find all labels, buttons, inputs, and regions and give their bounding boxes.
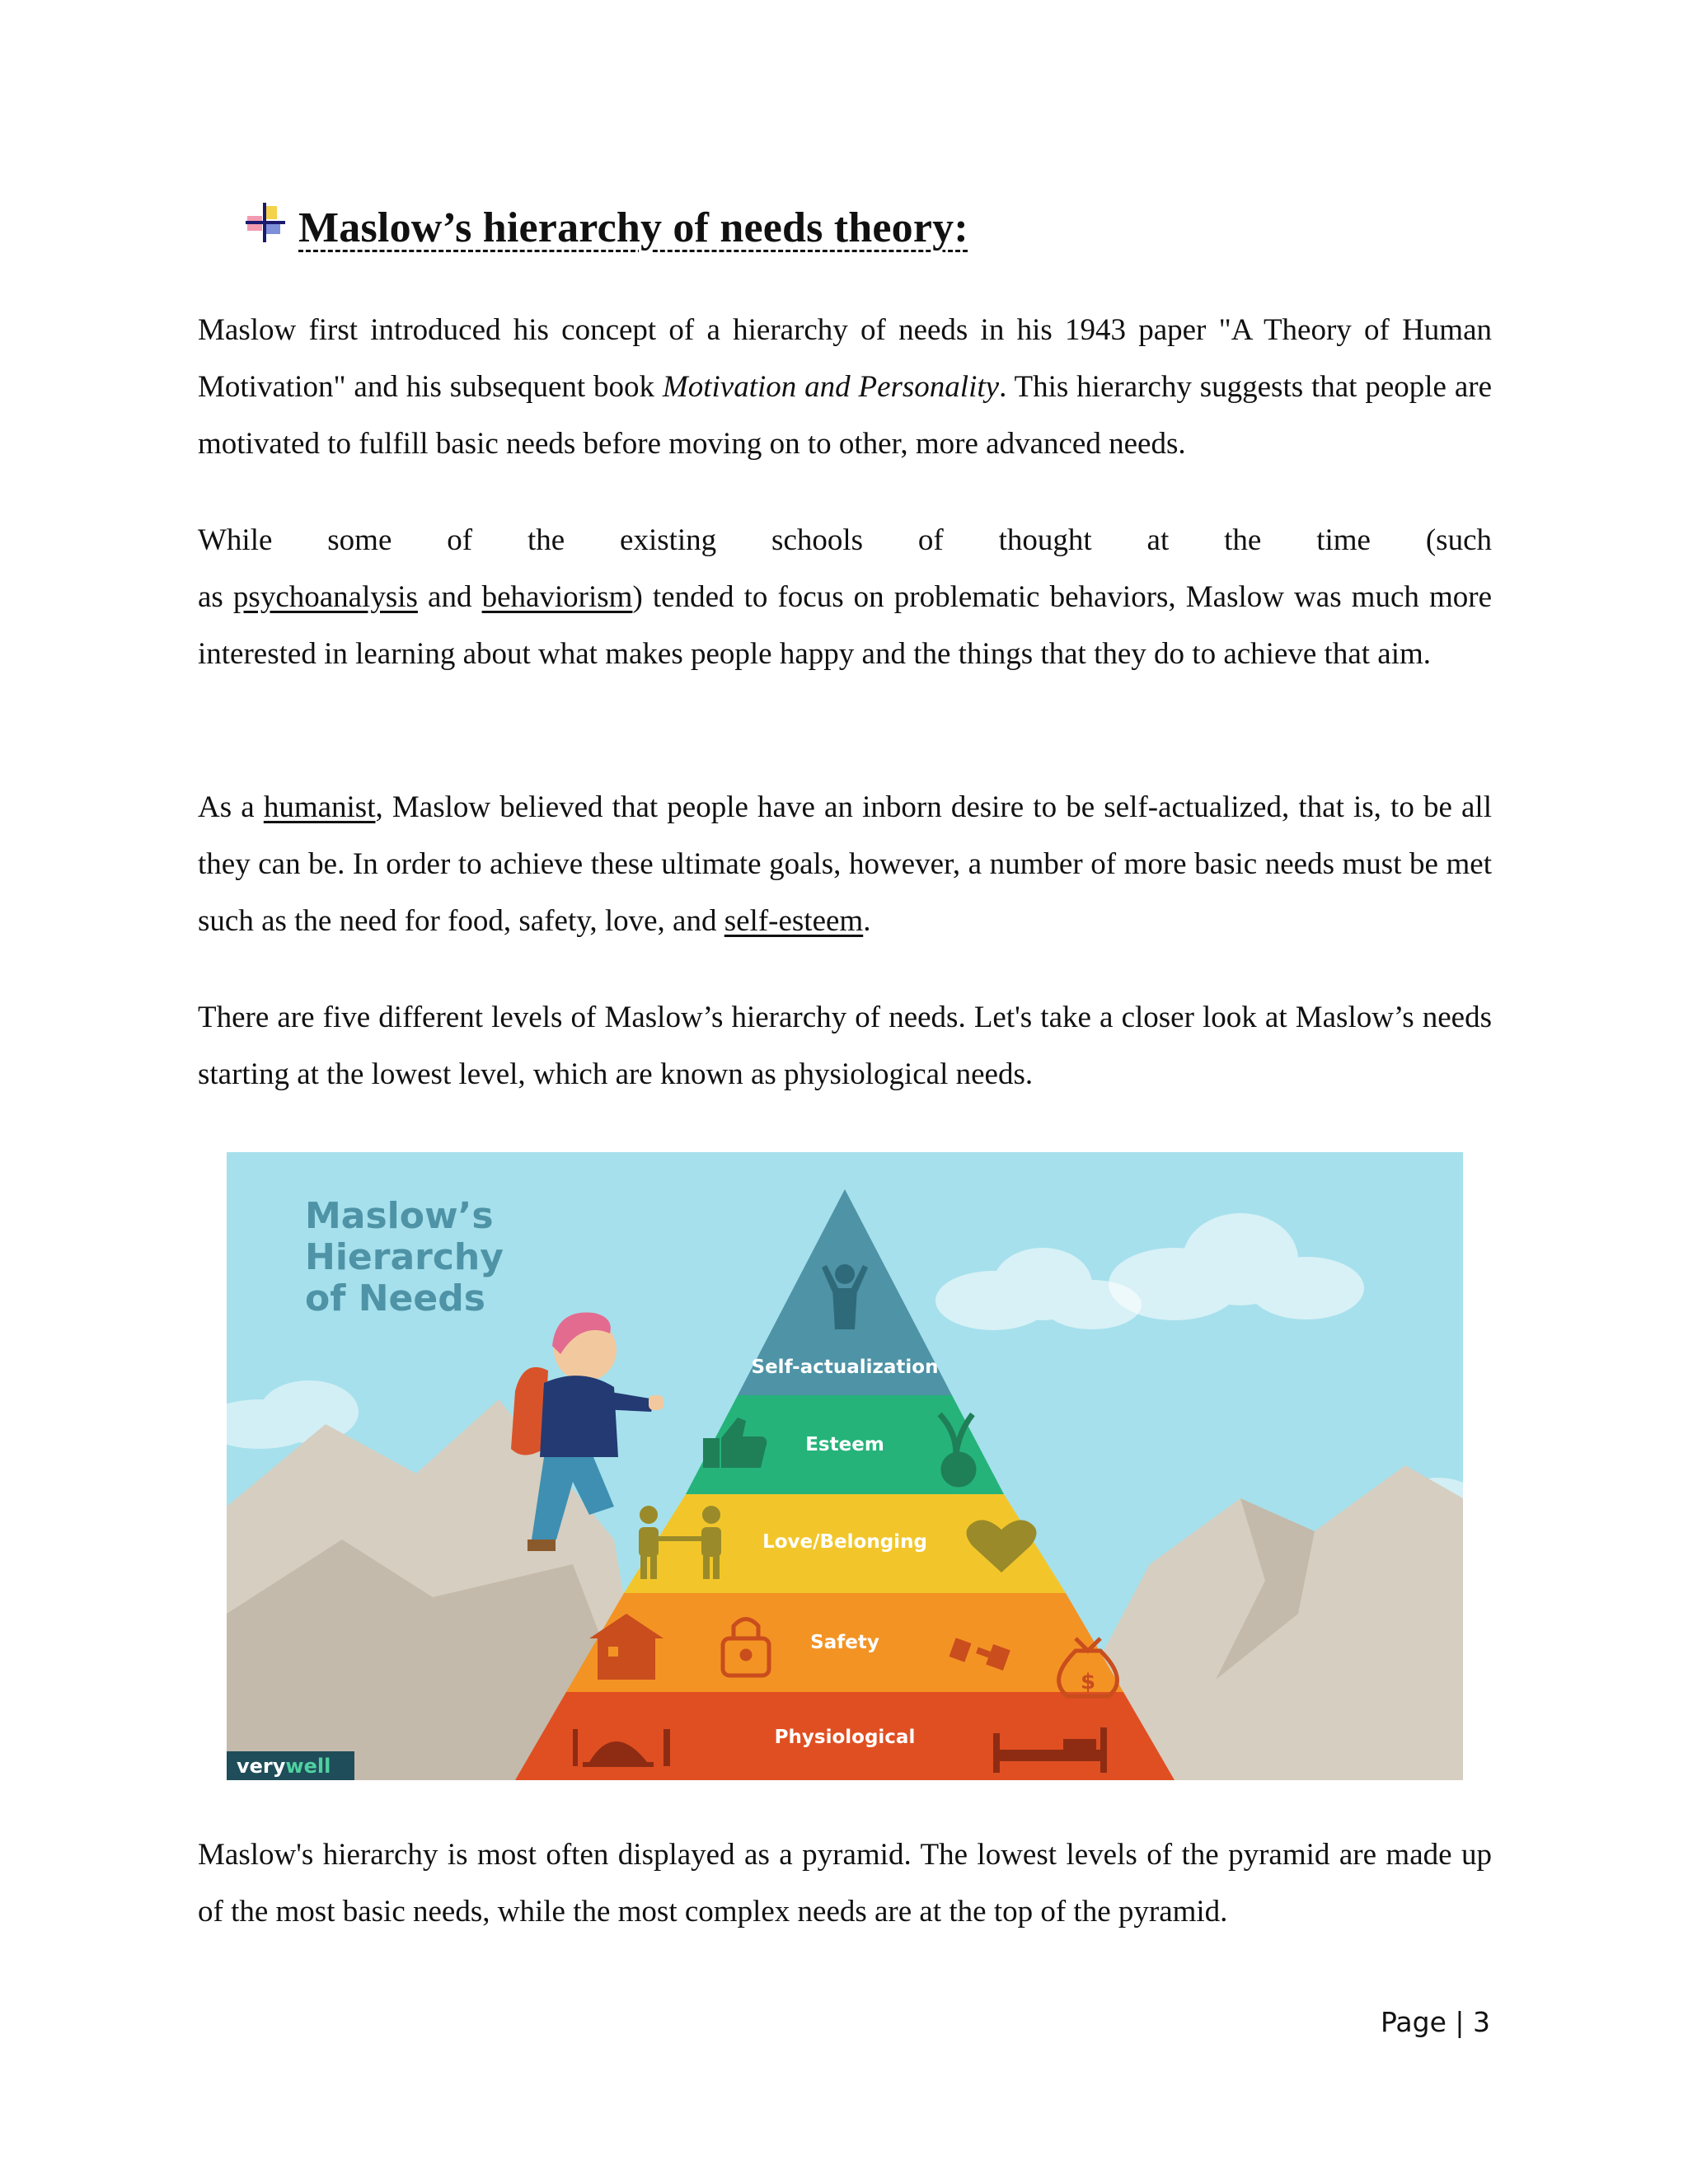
paragraph-levels: There are five different levels of Maslow’s hierarchy of needs. Let's take a closer look at Maslow’s needs starting at the lowest level, which are known as physiological needs. <box>198 1001 1492 1091</box>
level-label-self-actualization: Self-actualization <box>751 1357 939 1378</box>
paragraph-intro: Maslow first introduced his concept of a hierarchy of needs in his 1943 paper "A Theory of Human Motivation" and his subsequent book Motivation and Personality. This hierarchy suggests that people are motivated to fulfill basic needs before moving on to other, more advanced needs. <box>198 313 1492 461</box>
level-label-safety: Safety <box>810 1632 879 1653</box>
book-title: Motivation and Personality <box>662 370 1000 404</box>
level-label-love: Love/Belonging <box>762 1531 927 1553</box>
paragraph-humanist: As a humanist, Maslow believed that people have an inborn desire to be self-actualized, that is, to be all they can be. In order to achieve these ultimate goals, however, a number of more basic needs must be met such as the need for food, safety, love, and self-esteem. <box>198 790 1492 938</box>
link-self-esteem[interactable]: self-esteem <box>724 904 864 938</box>
page-number: Page | 3 <box>1381 2006 1490 2038</box>
svg-text:$: $ <box>1080 1670 1096 1694</box>
level-label-esteem: Esteem <box>805 1434 884 1455</box>
figure-title-line3: of Needs <box>305 1277 485 1319</box>
link-behaviorism[interactable]: behaviorism <box>481 580 633 614</box>
level-label-physiological: Physiological <box>774 1727 916 1748</box>
paragraph-schools: While some of the existing schools of thought at the time (such as psychoanalysis and behaviorism) tended to focus on problematic behaviors, Maslow was much more interested in learning about what makes people happy and the things that they do to achieve that aim. <box>198 523 1492 671</box>
figure-title-line2: Hierarchy <box>305 1236 504 1278</box>
figure-title-line1: Maslow’s <box>305 1195 494 1237</box>
link-psychoanalysis[interactable]: psychoanalysis <box>232 580 418 614</box>
heading-title: Maslow’s hierarchy of needs theory: <box>298 204 968 251</box>
brand-logo: verywell <box>237 1755 331 1778</box>
section-heading <box>244 194 968 260</box>
paragraph-pyramid: Maslow's hierarchy is most often displayed as a pyramid. The lowest levels of the pyramid are made up of the most basic needs, while the most complex needs are at the top of the pyramid. <box>198 1838 1492 1929</box>
bullet-cross-icon <box>244 201 287 244</box>
maslow-pyramid-figure <box>227 1152 1463 1780</box>
link-humanist[interactable]: humanist <box>263 790 376 824</box>
